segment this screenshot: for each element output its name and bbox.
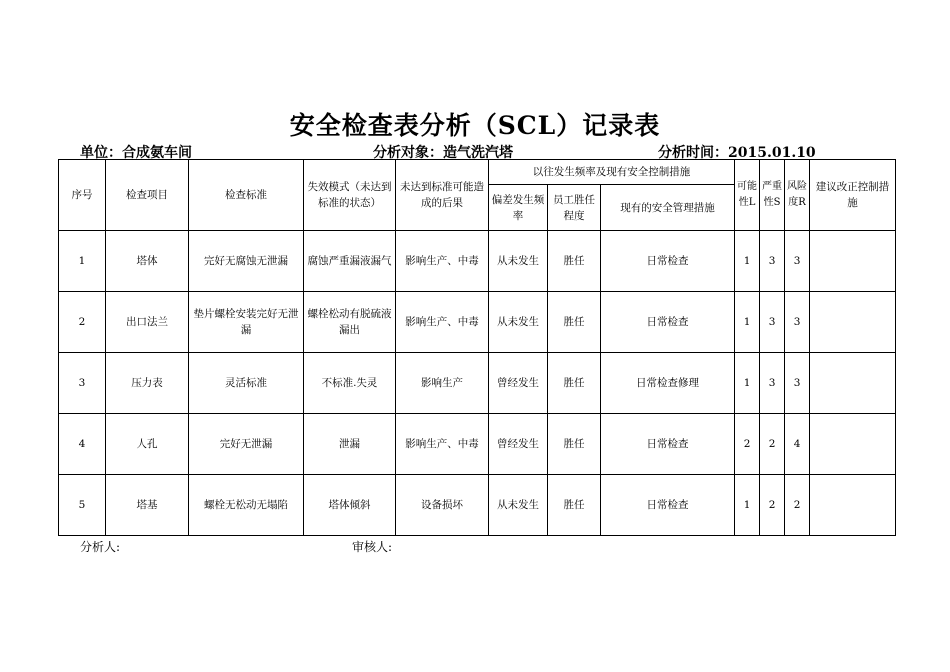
header-suggestion: 建议改正控制措施 (810, 160, 896, 231)
cell-measures: 日常检查 (601, 475, 735, 536)
cell-measures: 日常检查 (601, 292, 735, 353)
cell-item: 出口法兰 (106, 292, 189, 353)
cell-likelihood: 1 (735, 292, 760, 353)
cell-standard: 完好无泄漏 (189, 414, 304, 475)
table-row (59, 414, 896, 475)
header-check-item: 检查项目 (106, 160, 189, 231)
cell-severity: 3 (760, 231, 785, 292)
cell-measures: 日常检查 (601, 231, 735, 292)
header-risk: 风险度R (785, 160, 810, 231)
cell-failure: 泄漏 (304, 414, 396, 475)
cell-risk: 3 (785, 231, 810, 292)
cell-measures: 日常检查修理 (601, 353, 735, 414)
reviewer-label: 审核人: (352, 540, 393, 554)
cell-seq: 3 (59, 353, 106, 414)
cell-staff: 胜任 (548, 353, 601, 414)
header-failure-mode: 失效模式（未达到标准的状态） (304, 160, 396, 231)
header-consequence: 未达到标准可能造成的后果 (396, 160, 489, 231)
cell-consequence: 设备损坏 (396, 475, 489, 536)
cell-seq: 4 (59, 414, 106, 475)
header-deviation-frequency: 偏差发生频率 (489, 185, 548, 231)
cell-failure: 不标准.失灵 (304, 353, 396, 414)
cell-severity: 3 (760, 292, 785, 353)
cell-risk: 4 (785, 414, 810, 475)
cell-deviation: 曾经发生 (489, 414, 548, 475)
table-row (59, 475, 896, 536)
cell-standard: 垫片螺栓安装完好无泄漏 (189, 292, 304, 353)
cell-likelihood: 1 (735, 231, 760, 292)
cell-likelihood: 2 (735, 414, 760, 475)
cell-standard: 完好无腐蚀无泄漏 (189, 231, 304, 292)
header-check-standard: 检查标准 (189, 160, 304, 231)
analysis-object-label: 分析对象：造气洗汽塔 (373, 145, 513, 161)
cell-risk: 3 (785, 292, 810, 353)
table-row (59, 353, 896, 414)
cell-suggestion (810, 292, 896, 353)
cell-severity: 3 (760, 353, 785, 414)
cell-risk: 2 (785, 475, 810, 536)
cell-deviation: 从未发生 (489, 231, 548, 292)
header-history-group: 以往发生频率及现有安全控制措施 (489, 160, 735, 185)
cell-likelihood: 1 (735, 353, 760, 414)
cell-staff: 胜任 (548, 475, 601, 536)
cell-deviation: 从未发生 (489, 292, 548, 353)
cell-item: 压力表 (106, 353, 189, 414)
page-title: 安全检查表分析（SCL）记录表 (289, 111, 661, 140)
cell-consequence: 影响生产、中毒 (396, 414, 489, 475)
cell-staff: 胜任 (548, 231, 601, 292)
analysis-time-label: 分析时间：2015.01.10 (658, 145, 816, 161)
cell-item: 塔基 (106, 475, 189, 536)
cell-likelihood: 1 (735, 475, 760, 536)
cell-failure: 腐蚀严重漏液漏气 (304, 231, 396, 292)
header-likelihood: 可能性L (735, 160, 760, 231)
cell-risk: 3 (785, 353, 810, 414)
scl-record-table (58, 159, 896, 536)
cell-staff: 胜任 (548, 414, 601, 475)
table-row (59, 231, 896, 292)
cell-suggestion (810, 475, 896, 536)
analyst-label: 分析人: (80, 540, 121, 554)
cell-seq: 2 (59, 292, 106, 353)
unit-label: 单位：合成氨车间 (80, 145, 192, 161)
cell-consequence: 影响生产、中毒 (396, 292, 489, 353)
cell-severity: 2 (760, 475, 785, 536)
header-severity: 严重性S (760, 160, 785, 231)
cell-failure: 螺栓松动有脱硫液漏出 (304, 292, 396, 353)
cell-consequence: 影响生产、中毒 (396, 231, 489, 292)
cell-measures: 日常检查 (601, 414, 735, 475)
cell-deviation: 从未发生 (489, 475, 548, 536)
header-staff-competence: 员工胜任程度 (548, 185, 601, 231)
table-row (59, 292, 896, 353)
cell-severity: 2 (760, 414, 785, 475)
cell-suggestion (810, 414, 896, 475)
cell-seq: 1 (59, 231, 106, 292)
cell-seq: 5 (59, 475, 106, 536)
cell-item: 塔体 (106, 231, 189, 292)
cell-consequence: 影响生产 (396, 353, 489, 414)
cell-standard: 螺栓无松动无塌陷 (189, 475, 304, 536)
cell-item: 人孔 (106, 414, 189, 475)
cell-deviation: 曾经发生 (489, 353, 548, 414)
cell-failure: 塔体倾斜 (304, 475, 396, 536)
cell-staff: 胜任 (548, 292, 601, 353)
cell-suggestion (810, 231, 896, 292)
header-seq: 序号 (59, 160, 106, 231)
cell-suggestion (810, 353, 896, 414)
header-existing-measures: 现有的安全管理措施 (601, 185, 735, 231)
cell-standard: 灵活标准 (189, 353, 304, 414)
